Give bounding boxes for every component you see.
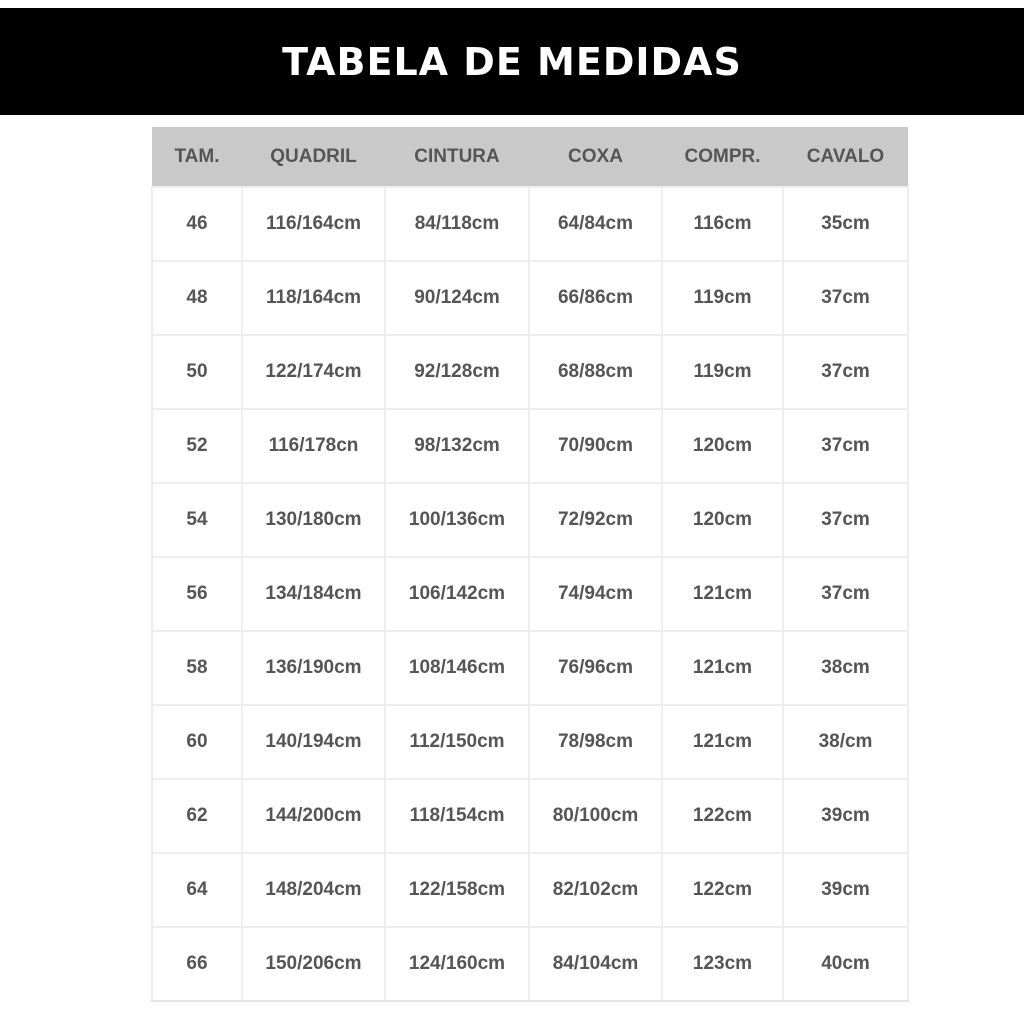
- table-cell-size: 52: [152, 409, 242, 483]
- table-cell-waist: 84/118cm: [385, 187, 529, 261]
- table-cell-hip: 140/194cm: [242, 705, 385, 779]
- table-cell-size: 64: [152, 853, 242, 927]
- table-cell-size: 60: [152, 705, 242, 779]
- table-body: [152, 187, 908, 1001]
- table-cell-thigh: 74/94cm: [529, 557, 662, 631]
- table-cell-length: 120cm: [662, 483, 783, 557]
- table-cell-inseam: 37cm: [783, 483, 908, 557]
- table-cell-inseam: 37cm: [783, 409, 908, 483]
- table-row: [152, 631, 908, 705]
- table-cell-inseam: 38cm: [783, 631, 908, 705]
- table-cell-thigh: 72/92cm: [529, 483, 662, 557]
- table-cell-inseam: 37cm: [783, 557, 908, 631]
- table-cell-waist: 106/142cm: [385, 557, 529, 631]
- table-row: [152, 335, 908, 409]
- table-row: [152, 779, 908, 853]
- page-title: TABELA DE MEDIDAS: [282, 39, 742, 84]
- table-cell-thigh: 70/90cm: [529, 409, 662, 483]
- table-cell-length: 119cm: [662, 261, 783, 335]
- table-cell-inseam: 39cm: [783, 853, 908, 927]
- table-cell-thigh: 80/100cm: [529, 779, 662, 853]
- table-cell-inseam: 37cm: [783, 335, 908, 409]
- table-cell-waist: 108/146cm: [385, 631, 529, 705]
- table-cell-hip: 134/184cm: [242, 557, 385, 631]
- table-cell-size: 50: [152, 335, 242, 409]
- table-cell-size: 46: [152, 187, 242, 261]
- table-cell-hip: 136/190cm: [242, 631, 385, 705]
- table-cell-hip: 116/178cn: [242, 409, 385, 483]
- table-cell-waist: 124/160cm: [385, 927, 529, 1001]
- table-cell-hip: 118/164cm: [242, 261, 385, 335]
- table-cell-thigh: 64/84cm: [529, 187, 662, 261]
- title-bar: [0, 8, 1024, 115]
- table-cell-hip: 116/164cm: [242, 187, 385, 261]
- table-row: [152, 705, 908, 779]
- table-cell-length: 120cm: [662, 409, 783, 483]
- column-header-length: COMPR.: [662, 127, 783, 187]
- table-cell-length: 121cm: [662, 557, 783, 631]
- table-cell-hip: 144/200cm: [242, 779, 385, 853]
- table-cell-size: 58: [152, 631, 242, 705]
- table-cell-length: 121cm: [662, 631, 783, 705]
- column-header-thigh: COXA: [529, 127, 662, 187]
- table-cell-length: 122cm: [662, 853, 783, 927]
- table-row: [152, 853, 908, 927]
- table-cell-size: 56: [152, 557, 242, 631]
- table-cell-waist: 90/124cm: [385, 261, 529, 335]
- table-cell-thigh: 68/88cm: [529, 335, 662, 409]
- table-row: [152, 483, 908, 557]
- table-cell-hip: 122/174cm: [242, 335, 385, 409]
- table-cell-waist: 92/128cm: [385, 335, 529, 409]
- column-header-waist: CINTURA: [385, 127, 529, 187]
- table-cell-thigh: 66/86cm: [529, 261, 662, 335]
- table-row: [152, 557, 908, 631]
- table-row: [152, 927, 908, 1001]
- table-cell-inseam: 37cm: [783, 261, 908, 335]
- table-cell-inseam: 35cm: [783, 187, 908, 261]
- table-cell-inseam: 39cm: [783, 779, 908, 853]
- column-header-inseam: CAVALO: [783, 127, 908, 187]
- table-cell-waist: 98/132cm: [385, 409, 529, 483]
- table-cell-waist: 112/150cm: [385, 705, 529, 779]
- table-cell-waist: 100/136cm: [385, 483, 529, 557]
- table-cell-inseam: 38/cm: [783, 705, 908, 779]
- table-cell-size: 48: [152, 261, 242, 335]
- table-cell-length: 121cm: [662, 705, 783, 779]
- table-cell-thigh: 76/96cm: [529, 631, 662, 705]
- size-table: [151, 127, 909, 1002]
- column-header-size: TAM.: [152, 127, 242, 187]
- column-header-hip: QUADRIL: [242, 127, 385, 187]
- table-cell-size: 62: [152, 779, 242, 853]
- table-cell-thigh: 84/104cm: [529, 927, 662, 1001]
- table-cell-hip: 130/180cm: [242, 483, 385, 557]
- table-cell-hip: 148/204cm: [242, 853, 385, 927]
- table-cell-inseam: 40cm: [783, 927, 908, 1001]
- table-cell-waist: 118/154cm: [385, 779, 529, 853]
- table-cell-size: 54: [152, 483, 242, 557]
- table-cell-size: 66: [152, 927, 242, 1001]
- table-cell-length: 123cm: [662, 927, 783, 1001]
- table-cell-length: 116cm: [662, 187, 783, 261]
- table-cell-thigh: 78/98cm: [529, 705, 662, 779]
- table-cell-thigh: 82/102cm: [529, 853, 662, 927]
- table-cell-hip: 150/206cm: [242, 927, 385, 1001]
- table-cell-waist: 122/158cm: [385, 853, 529, 927]
- table-row: [152, 261, 908, 335]
- table-header-row: [152, 127, 908, 187]
- table-cell-length: 122cm: [662, 779, 783, 853]
- table-cell-length: 119cm: [662, 335, 783, 409]
- table-row: [152, 409, 908, 483]
- table-row: [152, 187, 908, 261]
